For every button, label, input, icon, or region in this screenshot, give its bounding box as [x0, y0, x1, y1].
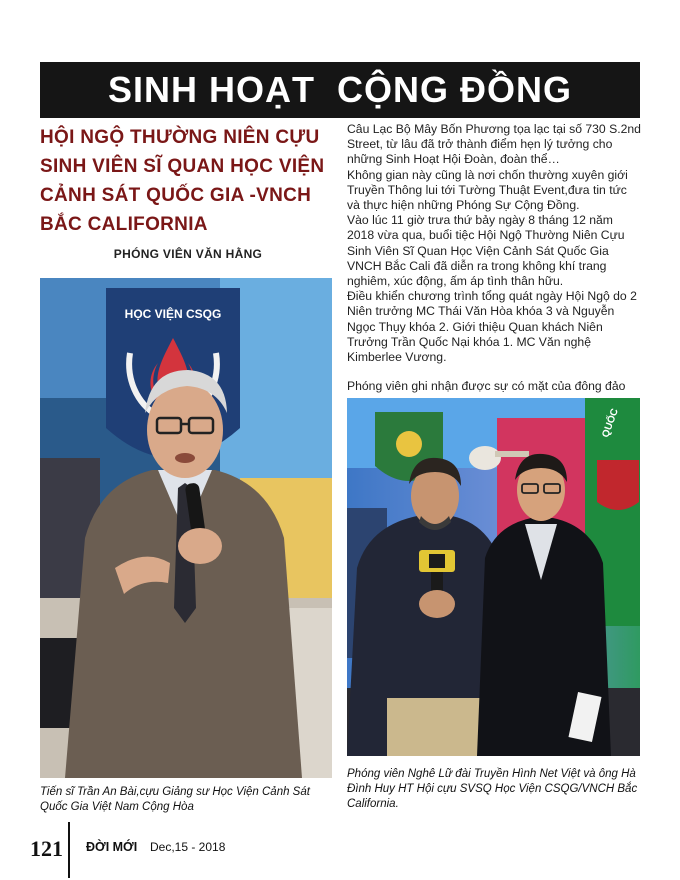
article-byline: PHÓNG VIÊN VĂN HẰNG	[113, 247, 263, 261]
page-number: 121	[30, 836, 63, 861]
section-title-banner: SINH HOẠT CỘNG ĐỒNG	[40, 62, 640, 118]
photo-interview	[347, 398, 640, 756]
banner-text: HỌC VIỆN CSQG	[124, 307, 222, 321]
caption-right-photo: Phóng viên Nghê Lữ đài Truyền Hình Net Việt và ông Hà Đình Huy HT Hội cựu SVSQ Học Viện CSQG/VNCH Bắc California.	[347, 768, 638, 810]
article-body	[347, 122, 642, 410]
body-paragraph: Câu Lạc Bộ Mây Bốn Phương tọa lạc tại số 730 S.2nd Street, từ lâu đã trở thành điểm hẹn lý tưởng cho những Sinh Hoạt Hội Đoàn, đoàn thể…	[347, 122, 641, 167]
article-headline: HỘI NGỘ THƯỜNG NIÊN CỰU SINH VIÊN SĨ QUAN HỌC VIỆN CẢNH SÁT QUỐC GIA -VNCH BẮC CALIFORNIA	[40, 127, 325, 235]
photo-speaker	[40, 278, 332, 778]
body-paragraph: Không gian này cũng là nơi chốn thường xuyên giới Truyền Thông lui tới Tường Thuật Event,đưa tin tức và thực hiện những Phóng Sự Cộng Đồng.	[347, 167, 628, 213]
body-paragraph: Vào lúc 11 giờ trưa thứ bảy ngày 8 tháng 12 năm 2018 vừa qua, buổi tiệc Hội Ngộ Thường Niên Cựu Sinh Viên Sĩ Quan Học Viện Cảnh Sát Quốc Gia VNCH Bắc Cali đã diễn ra trong không khí trang nghiêm, xúc động, ấm áp tình thân hữu.	[347, 213, 625, 289]
issue-date: Dec,15 - 2018	[150, 840, 226, 854]
body-paragraph: Điều khiển chương trình tổng quát ngày Hội Ngộ do 2 Niên trưởng MC Thái Văn Hòa khóa 3 và Nguyễn Ngọc Thụy khóa 2. Giới thiệu Quan khách Niên Trưởng Trần Quốc Nại khóa 1. MC Văn nghệ Kimberlee Vương.	[347, 289, 637, 365]
caption-left-photo: Tiến sĩ Trần An Bài,cựu Giảng sư Học Viện Cảnh Sát Quốc Gia Việt Nam Cộng Hòa	[40, 786, 310, 813]
magazine-name: ĐỜI MỚI	[86, 840, 138, 854]
flag-text: QUỐC	[600, 407, 621, 440]
body-paragraph: Phóng viên ghi nhận được sự có mặt của đông đảo	[347, 379, 626, 394]
footer-divider	[68, 822, 70, 878]
